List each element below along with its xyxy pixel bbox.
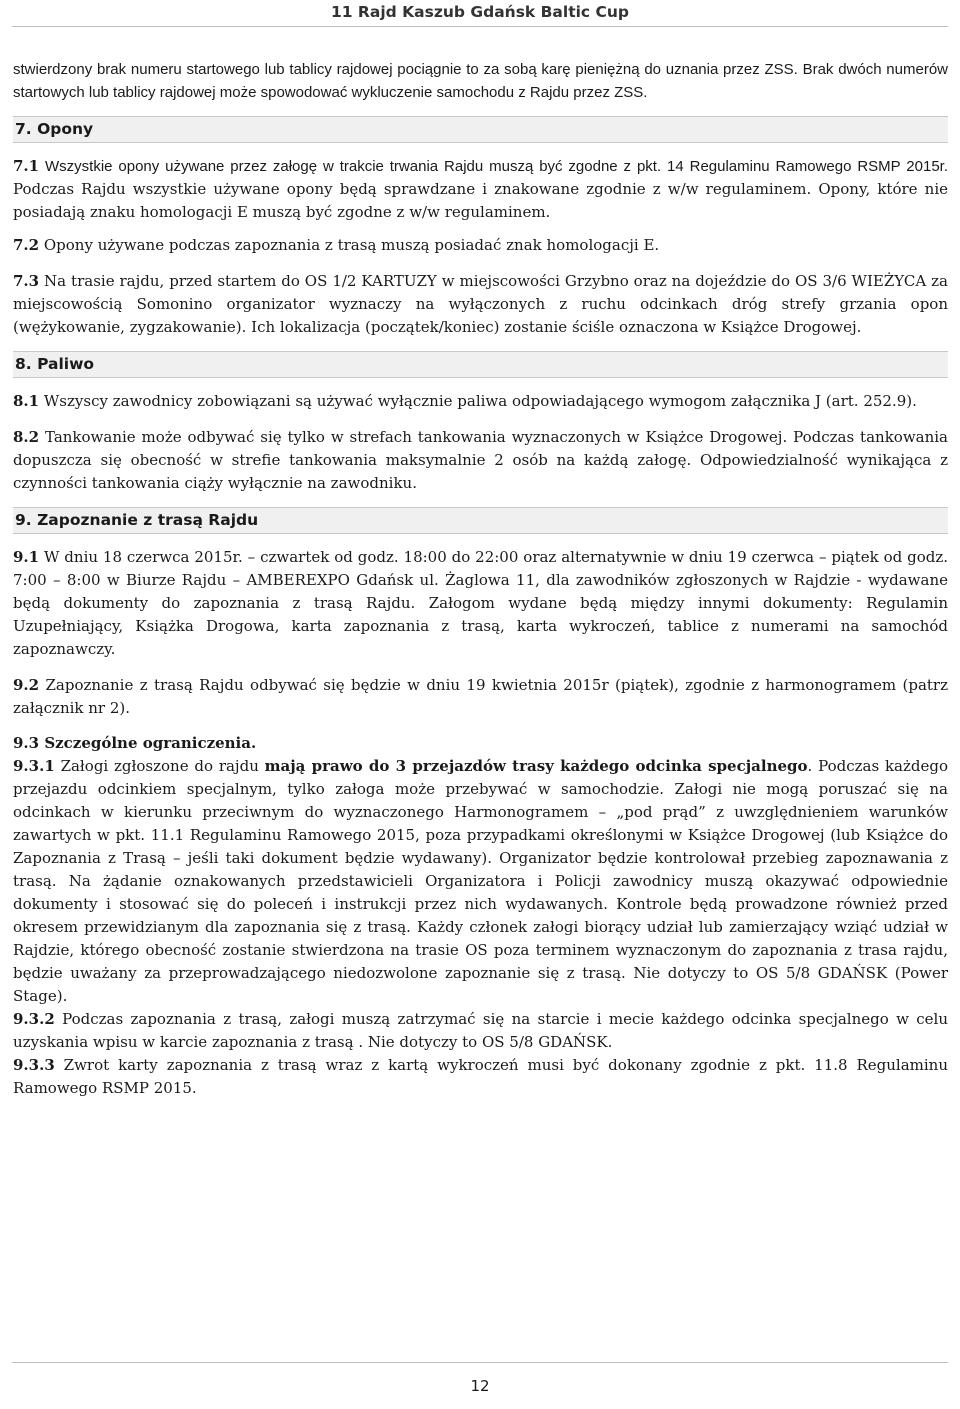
paragraph-emphasis: mają prawo do 3 przejazdów trasy każdego odcinka specjalnego: [264, 757, 808, 775]
running-header: 11 Rajd Kaszub Gdańsk Baltic Cup: [12, 0, 948, 27]
paragraph-text-cont: Podczas Rajdu wszystkie używane opony będą sprawdzane i znakowane zgodnie z w/w regulaminem. Opony, które nie posiadają znaku homologacji E muszą być zgodne z w/w regulaminem.: [13, 180, 948, 221]
paragraph-7-3: [13, 270, 948, 339]
paragraph-text: Zapoznanie z trasą Rajdu odbywać się będzie w dniu 19 kwietnia 2015r (piątek), zgodnie z harmonogramem (patrz załącznik nr 2).: [13, 676, 948, 717]
section-7-heading: 7. Opony: [13, 116, 948, 143]
paragraph-text: Wszystkie opony używane przez załogę w trakcie trwania Rajdu muszą być zgodne z pkt. 14 Regulaminu Ramowego RSMP 2015r.: [39, 158, 948, 175]
paragraph-text-cont: . Podczas każdego przejazdu odcinkiem specjalnym, tylko załoga może przebywać w samochodzie. Załogi nie mogą poruszać się na odcinkach w kierunku przeciwnym do wyznaczonego Harmonogramem – „pod prąd” z uwzględnieniem warunków zawartych w pkt. 11.1 Regulaminu Ramowego 2015, poza przypadkami określonymi w Książce Drogowej (lub Książce do Zapoznania z Trasą – jeśli taki dokument będzie wydawany). Organizator będzie kontrolował przebieg zapoznawania z trasą. Na żądanie oznakowanych przedstawicieli Organizatora i Policji zawodnicy muszą okazywać odpowiednie dokumenty i stosować się do poleceń i instrukcji przez nich wydawanych. Kontrole będą prowadzone również przed okresem przewidzianym dla zapoznania się z trasą. Każdy członek załogi biorący udział lub zamierzający wziąć udział w Rajdzie, którego obecność zostanie stwierdzona na trasie OS poza terminem wyznaczonym do zapoznania z trasa rajdu, będzie uważany za przeprowadzającego niedozwolone zapoznanie się z trasą. Nie dotyczy to OS 5/8 GDAŃSK (Power Stage).: [13, 757, 948, 1005]
paragraph-text: W dniu 18 czerwca 2015r. – czwartek od godz. 18:00 do 22:00 oraz alternatywnie w dniu 19 czerwca – piątek od godz. 7:00 – 8:00 w Biurze Rajdu – AMBEREXPO Gdańsk ul. Żaglowa 11, dla zawodników zgłoszonych w Rajdzie - wydawane będą dokumenty do zapoznania z trasą Rajdu. Załogom wydane będą między innymi dokumenty: Regulamin Uzupełniający, Książka Drogowa, karta zapoznania z trasą, karta wykroczeń, tablice z numerami na samochód zapoznawczy.: [13, 548, 948, 658]
paragraph-number: 9.3.2: [13, 1010, 55, 1028]
paragraph-8-1: [13, 390, 948, 413]
paragraph-9-2: [13, 674, 948, 720]
intro-paragraph: stwierdzony brak numeru startowego lub tablicy rajdowej pociągnie to za sobą karę pieniężną do uznania przez ZSS. Brak dwóch numerów startowych lub tablicy rajdowej może spowodować wykluczenie samochodu z Rajdu przez ZSS.: [13, 61, 948, 101]
paragraph-text: Na trasie rajdu, przed startem do OS 1/2 KARTUZY w miejscowości Grzybno oraz na dojeździe do OS 3/6 WIEŻYCA za miejscowością Somonino organizator wyznaczy na wyłączonych z ruchu odcinkach dróg strefy grzania opon (wężykowanie, zygzakowanie). Ich lokalizacja (początek/koniec) zostanie ściśle oznaczona w Książce Drogowej.: [13, 272, 948, 336]
page-number: 12: [470, 1377, 490, 1395]
document-body: [13, 58, 948, 1100]
paragraph-number: 9.2: [13, 676, 40, 694]
paragraph-text: Opony używane podczas zapoznania z trasą muszą posiadać znak homologacji E.: [39, 236, 660, 254]
paragraph-number: 9.1: [13, 548, 40, 566]
paragraph-7-1: [13, 155, 948, 224]
paragraph-text: Załogi zgłoszone do rajdu: [54, 757, 265, 775]
paragraph-number: 9.3.1: [13, 757, 55, 775]
section-8-heading: 8. Paliwo: [13, 351, 948, 378]
section-9-heading: 9. Zapoznanie z trasą Rajdu: [13, 507, 948, 534]
subsection-9-3-heading: 9.3 Szczególne ograniczenia.: [13, 734, 257, 752]
paragraph-text: Tankowanie może odbywać się tylko w strefach tankowania wyznaczonych w Książce Drogowej. Podczas tankowania dopuszcza się obecność w strefie tankowania maksymalnie 2 osób na każdą załogę. Odpowiedzialność wynikająca z czynności tankowania ciąży wyłącznie na zawodniku.: [13, 428, 948, 492]
paragraph-number: 7.1: [13, 157, 40, 175]
paragraph-number: 9.3.3: [13, 1056, 55, 1074]
paragraph-7-2: [13, 234, 948, 257]
paragraph-number: 8.2: [13, 428, 40, 446]
paragraph-8-2: [13, 426, 948, 495]
paragraph-9-3-3: [13, 1054, 948, 1100]
paragraph-number: 8.1: [13, 392, 40, 410]
paragraph-text: Zwrot karty zapoznania z trasą wraz z kartą wykroczeń musi być dokonany zgodnie z pkt. 11.8 Regulaminu Ramowego RSMP 2015.: [13, 1056, 948, 1097]
paragraph-number: 7.3: [13, 272, 40, 290]
paragraph-text: Podczas zapoznania z trasą, załogi muszą zatrzymać się na starcie i mecie każdego odcinka specjalnego w celu uzyskania wpisu w karcie zapoznania z trasą . Nie dotyczy to OS 5/8 GDAŃSK.: [13, 1010, 948, 1051]
paragraph-9-3-2: [13, 1008, 948, 1054]
paragraph-9-1: [13, 546, 948, 661]
paragraph-9-3-1: [13, 755, 948, 1008]
page-footer: [12, 1362, 948, 1396]
paragraph-number: 7.2: [13, 236, 40, 254]
paragraph-text: Wszyscy zawodnicy zobowiązani są używać wyłącznie paliwa odpowiadającego wymogom załącznika J (art. 252.9).: [39, 392, 917, 410]
